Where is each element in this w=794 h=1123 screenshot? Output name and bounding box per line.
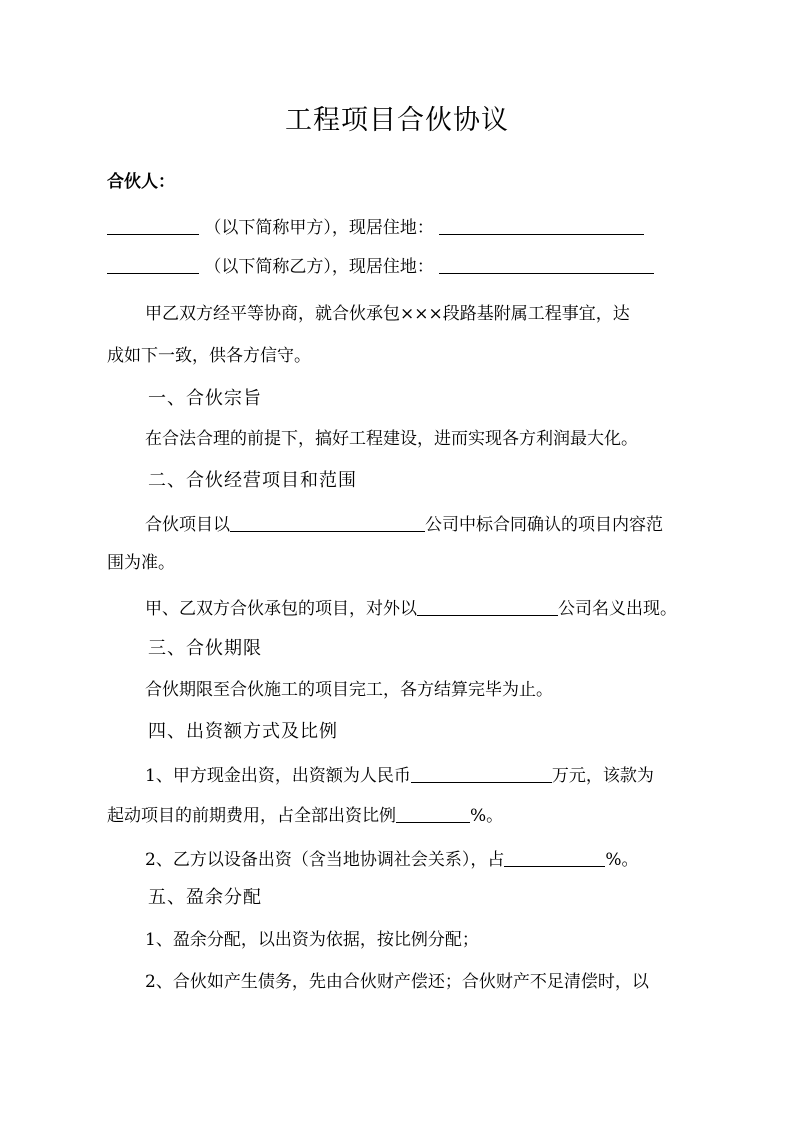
party-a-text: （以下简称甲方），现居住地： [204,218,434,238]
section-3-body: 合伙期限至合伙施工的项目完工，各方结算完毕为止。 [145,680,553,700]
party-b-address-blank[interactable] [439,255,654,274]
section-4-paragraph-2 [145,846,638,872]
section-4-p2-before: 2、乙方以设备出资（含当地协调社会关系），占 [145,850,505,870]
party-a-line [107,214,644,240]
section-4-p1-before: 1、甲方现金出资，出资额为人民币 [145,766,411,786]
section-4-p1-line2-after: %。 [470,806,504,826]
section-4-p1-line-2 [107,802,503,828]
external-company-blank[interactable] [417,597,558,616]
party-b-ratio-blank[interactable] [504,848,605,867]
section-5-paragraph-2: 2、合伙如产生债务，先由合伙财产偿还；合伙财产不足清偿时，以 [145,972,649,992]
section-4-paragraph-1 [145,762,654,788]
section-2-p1-after: 公司中标合同确认的项目内容范 [425,515,663,535]
party-b-name-blank[interactable] [107,255,199,274]
section-1-body: 在合法合理的前提下，搞好工程建设，进而实现各方利润最大化。 [145,429,638,449]
section-2-paragraph-1 [145,511,663,537]
intro-line-2: 成如下一致，供各方信守。 [107,346,311,366]
section-2-p1-before: 合伙项目以 [145,515,230,535]
section-4-p1-after: 万元，该款为 [551,766,654,786]
section-5-heading: 五、盈余分配 [148,887,262,908]
section-2-p2-before: 甲、乙双方合伙承包的项目，对外以 [145,599,417,619]
partners-label: 合伙人： [107,172,175,192]
party-b-text: （以下简称乙方），现居住地： [204,257,434,277]
capital-amount-blank[interactable] [411,764,552,783]
section-5-paragraph-1: 1、盈余分配，以出资为依据，按比例分配； [145,930,479,950]
section-3-heading: 三、合伙期限 [148,638,262,659]
party-a-address-blank[interactable] [439,216,644,235]
section-4-p2-after: %。 [605,850,639,870]
party-a-ratio-blank[interactable] [396,804,470,823]
section-2-heading: 二、合伙经营项目和范围 [148,470,357,491]
section-2-p1-line-2: 围为准。 [107,553,175,573]
section-4-heading: 四、出资额方式及比例 [148,721,338,742]
project-company-blank[interactable] [230,513,425,532]
document-title: 工程项目合伙协议 [285,105,509,136]
section-2-p2-after: 公司名义出现。 [558,599,677,619]
intro-line-1: 甲乙双方经平等协商，就合伙承包×××段路基附属工程事宜，达 [145,304,630,324]
party-a-name-blank[interactable] [107,216,199,235]
section-4-p1-line2-before: 起动项目的前期费用，占全部出资比例 [107,806,396,826]
section-1-heading: 一、合伙宗旨 [148,388,262,409]
party-b-line [107,253,654,279]
section-2-paragraph-2 [145,595,677,621]
